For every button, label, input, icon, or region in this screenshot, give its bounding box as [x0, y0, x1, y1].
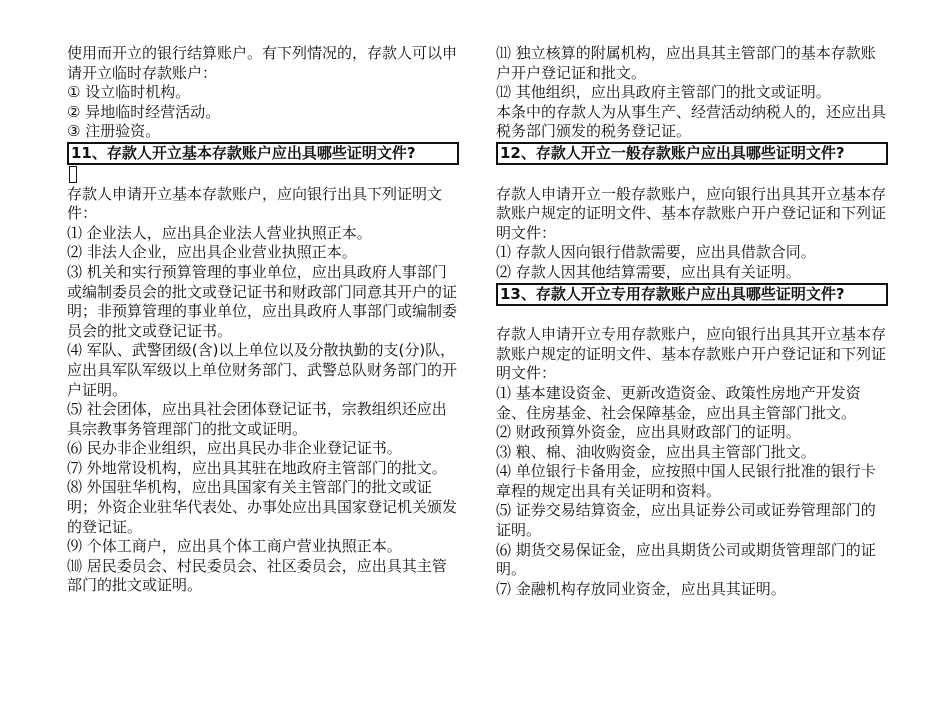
s13-item-2: ⑵ 财政预算外资金，应出具财政部门的证明。 — [496, 423, 801, 442]
intro-item-1: ① 设立临时机构。 — [67, 83, 191, 102]
s11-item-4: ⑷ 军队、武警团级(含)以上单位以及分散执勤的支(分)队，应出具军队军级以上单位财务部门、武警总队财务部门的开户证明。 — [67, 341, 458, 399]
intro-paragraph: 使用而开立的银行结算账户。有下列情况的，存款人可以申请开立临时存款账户： — [67, 44, 458, 82]
s13-item-6: ⑹ 期货交易保证金，应出具期货公司或期货管理部门的证明。 — [496, 540, 876, 579]
s11-item-2: ⑵ 非法人企业，应出具企业营业执照正本。 — [67, 243, 357, 262]
s13-item-5: ⑸ 证券交易结算资金，应出具证券公司或证券管理部门的证明。 — [496, 501, 876, 540]
s12-lead: 存款人申请开立一般存款账户，应向银行出具其开立基本存款账户规定的证明文件、基本存款账户开户登记证和下列证明文件： — [496, 184, 887, 242]
right-column — [496, 44, 888, 599]
s13-item-3: ⑶ 粮、棉、油收购资金，应出具主管部门批文。 — [496, 442, 816, 461]
s11-item-8: ⑻ 外国驻华机构，应出具国家有关主管部门的批文或证明；外资企业驻华代表处、办事处应出具国家登记机关颁发的登记证。 — [67, 478, 458, 536]
empty-checkbox-marker — [67, 165, 459, 185]
s12-item-2: ⑵ 存款人因其他结算需要，应出具有关证明。 — [496, 262, 801, 281]
s11-lead: 存款人申请开立基本存款账户，应向银行出具下列证明文件： — [67, 184, 443, 223]
s11-item-6: ⑹ 民办非企业组织，应出具民办非企业登记证书。 — [67, 439, 402, 458]
s11-item-12: ⑿ 其他组织，应出具政府主管部门的批文或证明。 — [496, 83, 831, 102]
s13-item-1: ⑴ 基本建设资金、更新改造资金、政策性房地产开发资金、住房基金、社会保障基金，应出具主管部门批文。 — [496, 383, 861, 422]
s11-item-10: ⑽ 居民委员会、村民委员会、社区委员会，应出具其主管部门的批文或证明。 — [67, 556, 447, 595]
intro-item-3: ③ 注册验资。 — [67, 122, 161, 141]
s11-item-11: ⑾ 独立核算的附属机构，应出具其主管部门的基本存款账户开户登记证和批文。 — [496, 44, 876, 82]
s11-item-7: ⑺ 外地常设机构，应出具其驻在地政府主管部门的批文。 — [67, 458, 447, 477]
s13-item-4: ⑷ 单位银行卡备用金，应按照中国人民银行批准的银行卡章程的规定出具有关证明和资料。 — [496, 462, 876, 500]
spacer — [496, 165, 888, 185]
s12-item-1: ⑴ 存款人因向银行借款需要，应出具借款合同。 — [496, 243, 816, 262]
section-13-heading: 13、存款人开立专用存款账户应出具哪些证明文件? — [496, 283, 888, 306]
s11-note: 本条中的存款人为从事生产、经营活动纳税人的，还应出具税务部门颁发的税务登记证。 — [496, 102, 887, 141]
s11-item-3: ⑶ 机关和实行预算管理的事业单位，应出具政府人事部门或编制委员会的批文或登记证书和财政部门同意其开户的证明；非预算管理的事业单位，应出具政府人事部门或编制委员会的批文或登记证书。 — [67, 262, 458, 340]
s13-item-7: ⑺ 金融机构存放同业资金，应出具其证明。 — [496, 579, 786, 598]
section-12-heading: 12、存款人开立一般存款账户应出具哪些证明文件? — [496, 142, 888, 165]
box-glyph — [69, 166, 77, 183]
s11-item-9: ⑼ 个体工商户，应出具个体工商户营业执照正本。 — [67, 537, 402, 556]
intro-item-2: ② 异地临时经营活动。 — [67, 102, 221, 121]
s11-item-1: ⑴ 企业法人，应出具企业法人营业执照正本。 — [67, 223, 372, 242]
s11-item-5: ⑸ 社会团体，应出具社会团体登记证书，宗教组织还应出具宗教事务管理部门的批文或证明。 — [67, 400, 447, 438]
section-11-heading: 11、存款人开立基本存款账户应出具哪些证明文件? — [67, 142, 459, 165]
spacer — [496, 306, 888, 326]
s13-lead: 存款人申请开立专用存款账户，应向银行出具其开立基本存款账户规定的证明文件、基本存款账户开户登记证和下列证明文件： — [496, 325, 887, 383]
left-column — [67, 44, 459, 596]
